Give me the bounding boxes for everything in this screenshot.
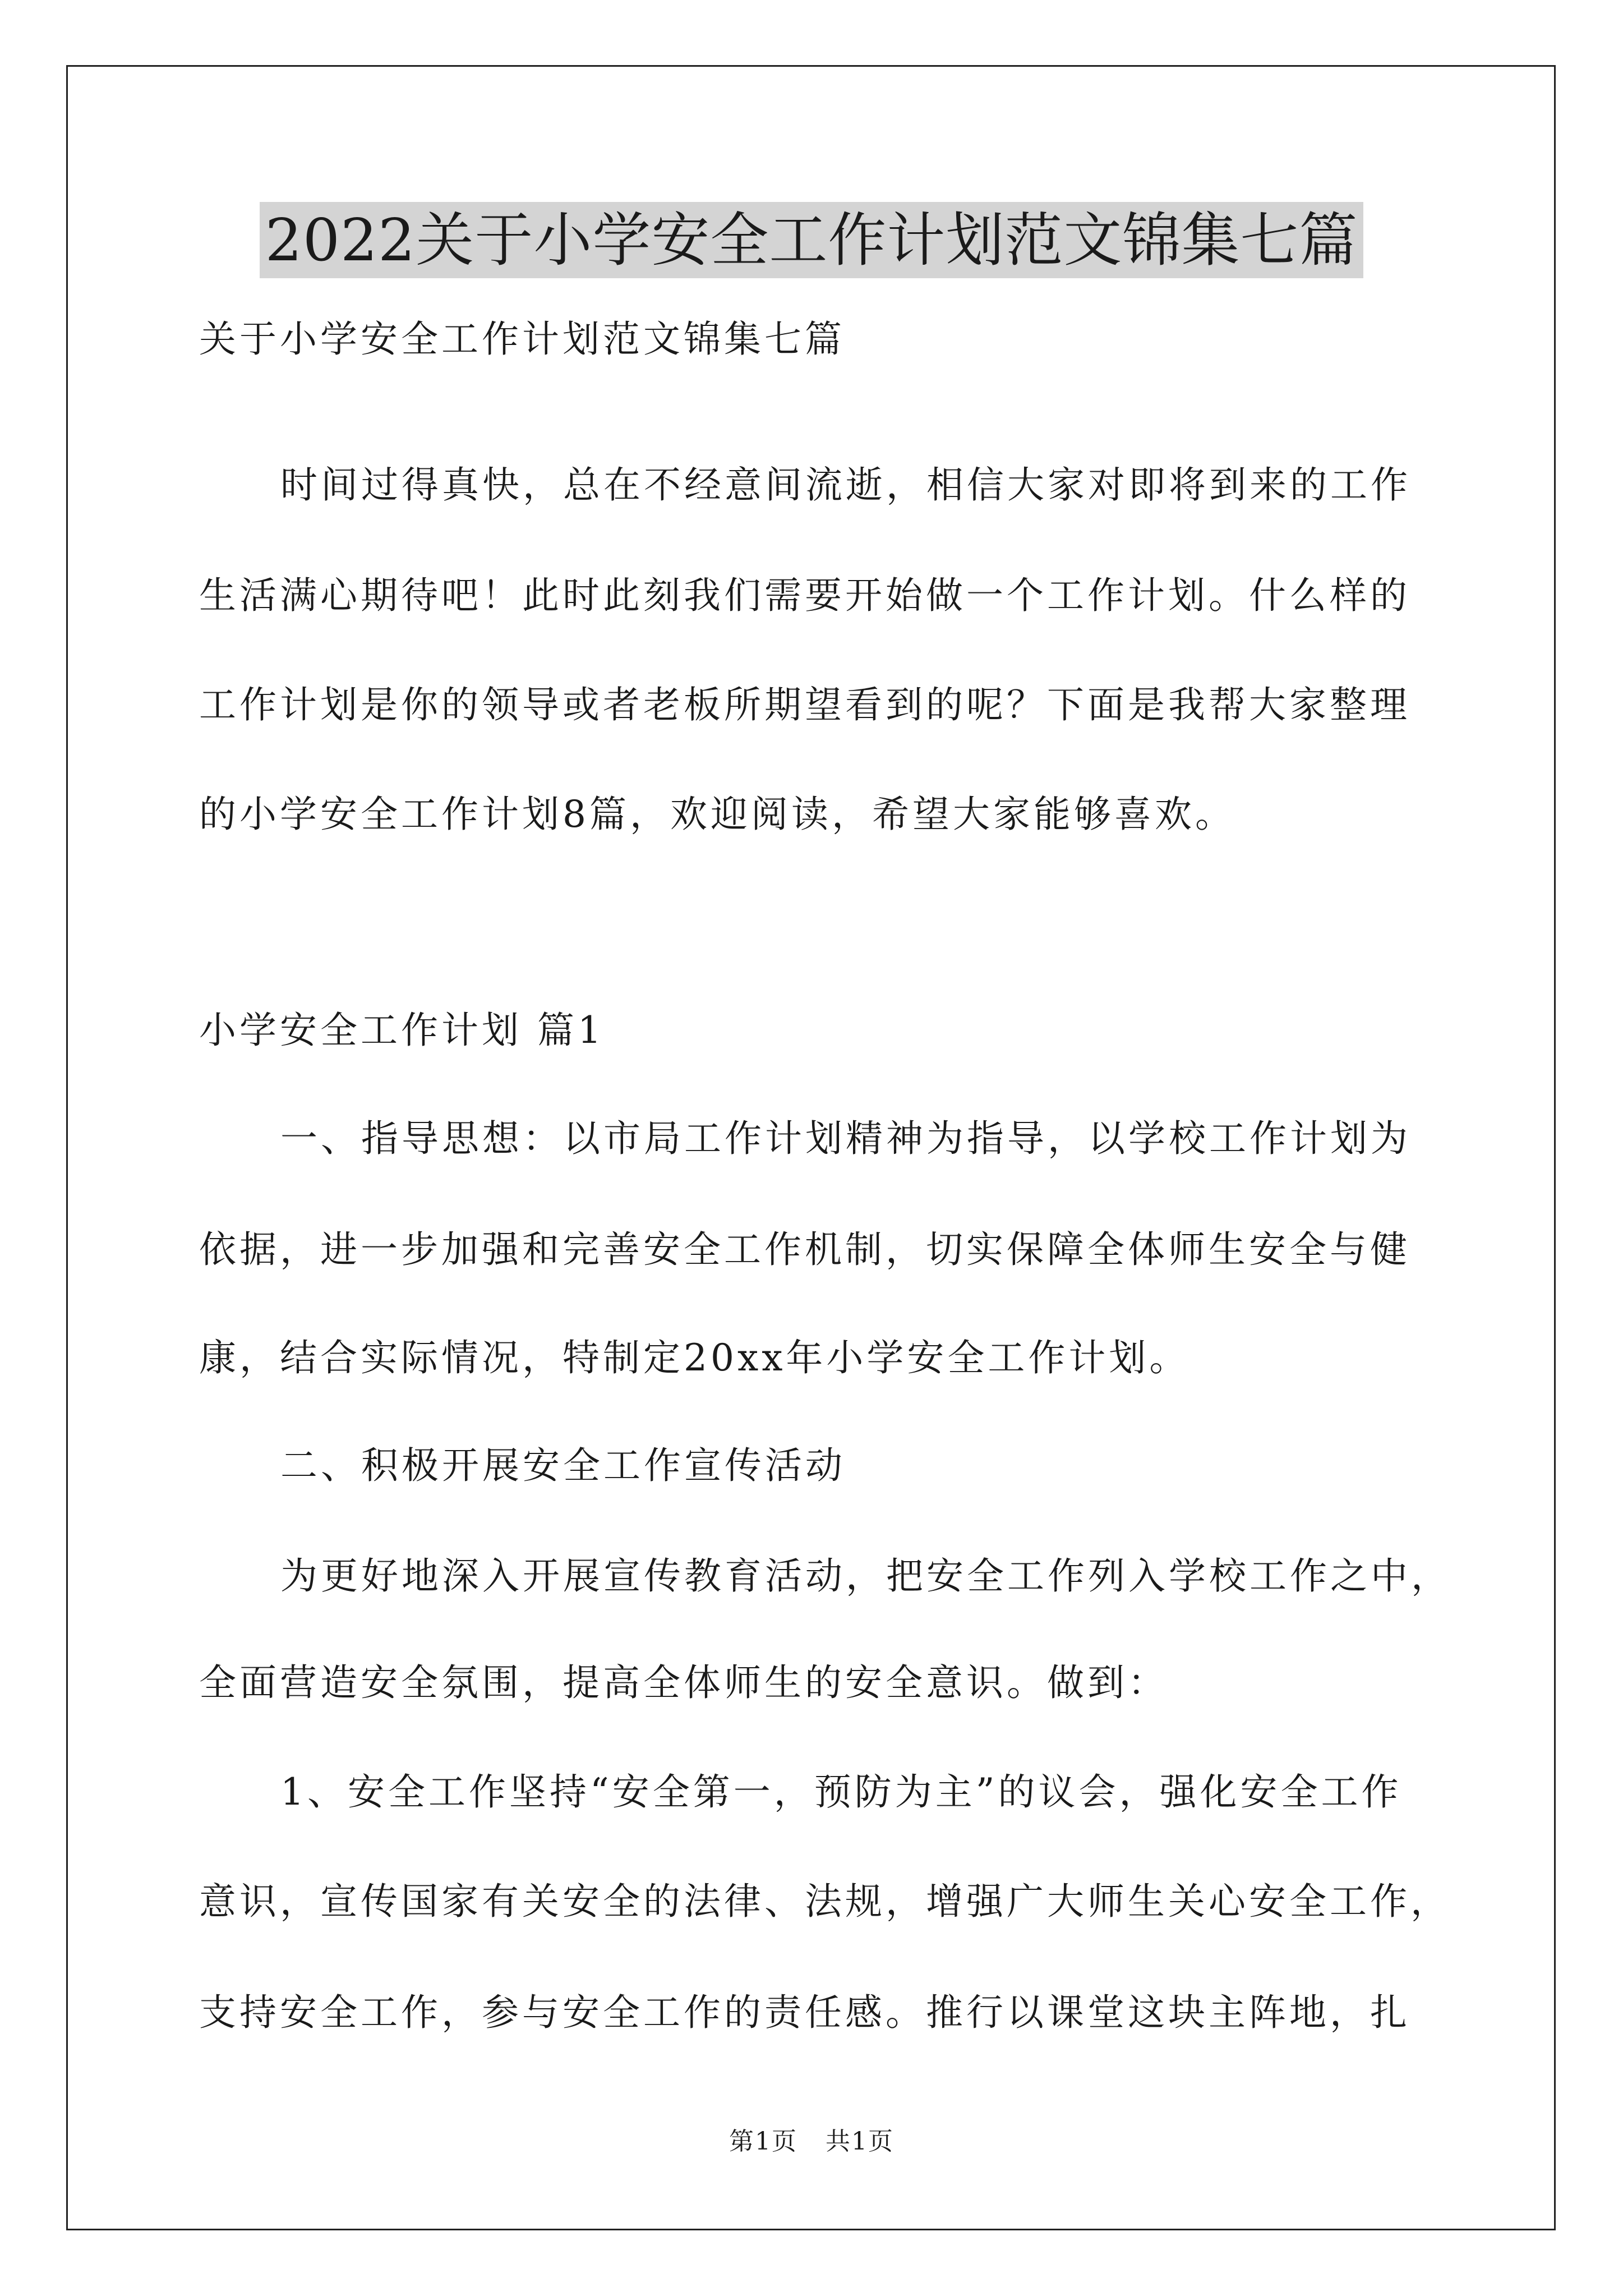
document-title: 2022关于小学安全工作计划范文锦集七篇	[260, 202, 1364, 278]
paragraph-line: 工作计划是你的领导或者老板所期望看到的呢？下面是我帮大家整理	[199, 683, 1410, 726]
paragraph-line: 生活满心期待吧！此时此刻我们需要开始做一个工作计划。什么样的	[199, 574, 1410, 617]
paragraph-line: 意识，宣传国家有关安全的法律、法规，增强广大师生关心安全工作，	[199, 1880, 1451, 1923]
page-number-current: 第1页	[729, 2127, 797, 2156]
section-heading: 小学安全工作计划 篇1	[199, 1009, 605, 1052]
paragraph-line: 为更好地深入开展宣传教育活动，把安全工作列入学校工作之中，	[280, 1554, 1451, 1598]
paragraph-line: 时间过得真快，总在不经意间流逝，相信大家对即将到来的工作	[280, 463, 1411, 507]
paragraph-line: 的小学安全工作计划8篇，欢迎阅读，希望大家能够喜欢。	[199, 793, 1235, 836]
paragraph-line: 全面营造安全氛围，提高全体师生的安全意识。做到：	[199, 1661, 1168, 1704]
paragraph-line: 二、积极开展安全工作宣传活动	[280, 1444, 846, 1487]
document-subtitle: 关于小学安全工作计划范文锦集七篇	[199, 318, 845, 361]
paragraph-line: 一、指导思想：以市局工作计划精神为指导，以学校工作计划为	[280, 1117, 1411, 1160]
paragraph-line: 支持安全工作，参与安全工作的责任感。推行以课堂这块主阵地，扎	[199, 1991, 1410, 2034]
title-container	[0, 202, 1623, 278]
paragraph-line: 康，结合实际情况，特制定20xx年小学安全工作计划。	[199, 1336, 1190, 1379]
page-number-total: 共1页	[826, 2127, 894, 2156]
paragraph-line: 依据，进一步加强和完善安全工作机制，切实保障全体师生安全与健	[199, 1228, 1410, 1271]
page-footer	[0, 2125, 1623, 2159]
paragraph-line: 1、安全工作坚持“安全第一，预防为主”的议会，强化安全工作	[280, 1770, 1402, 1814]
